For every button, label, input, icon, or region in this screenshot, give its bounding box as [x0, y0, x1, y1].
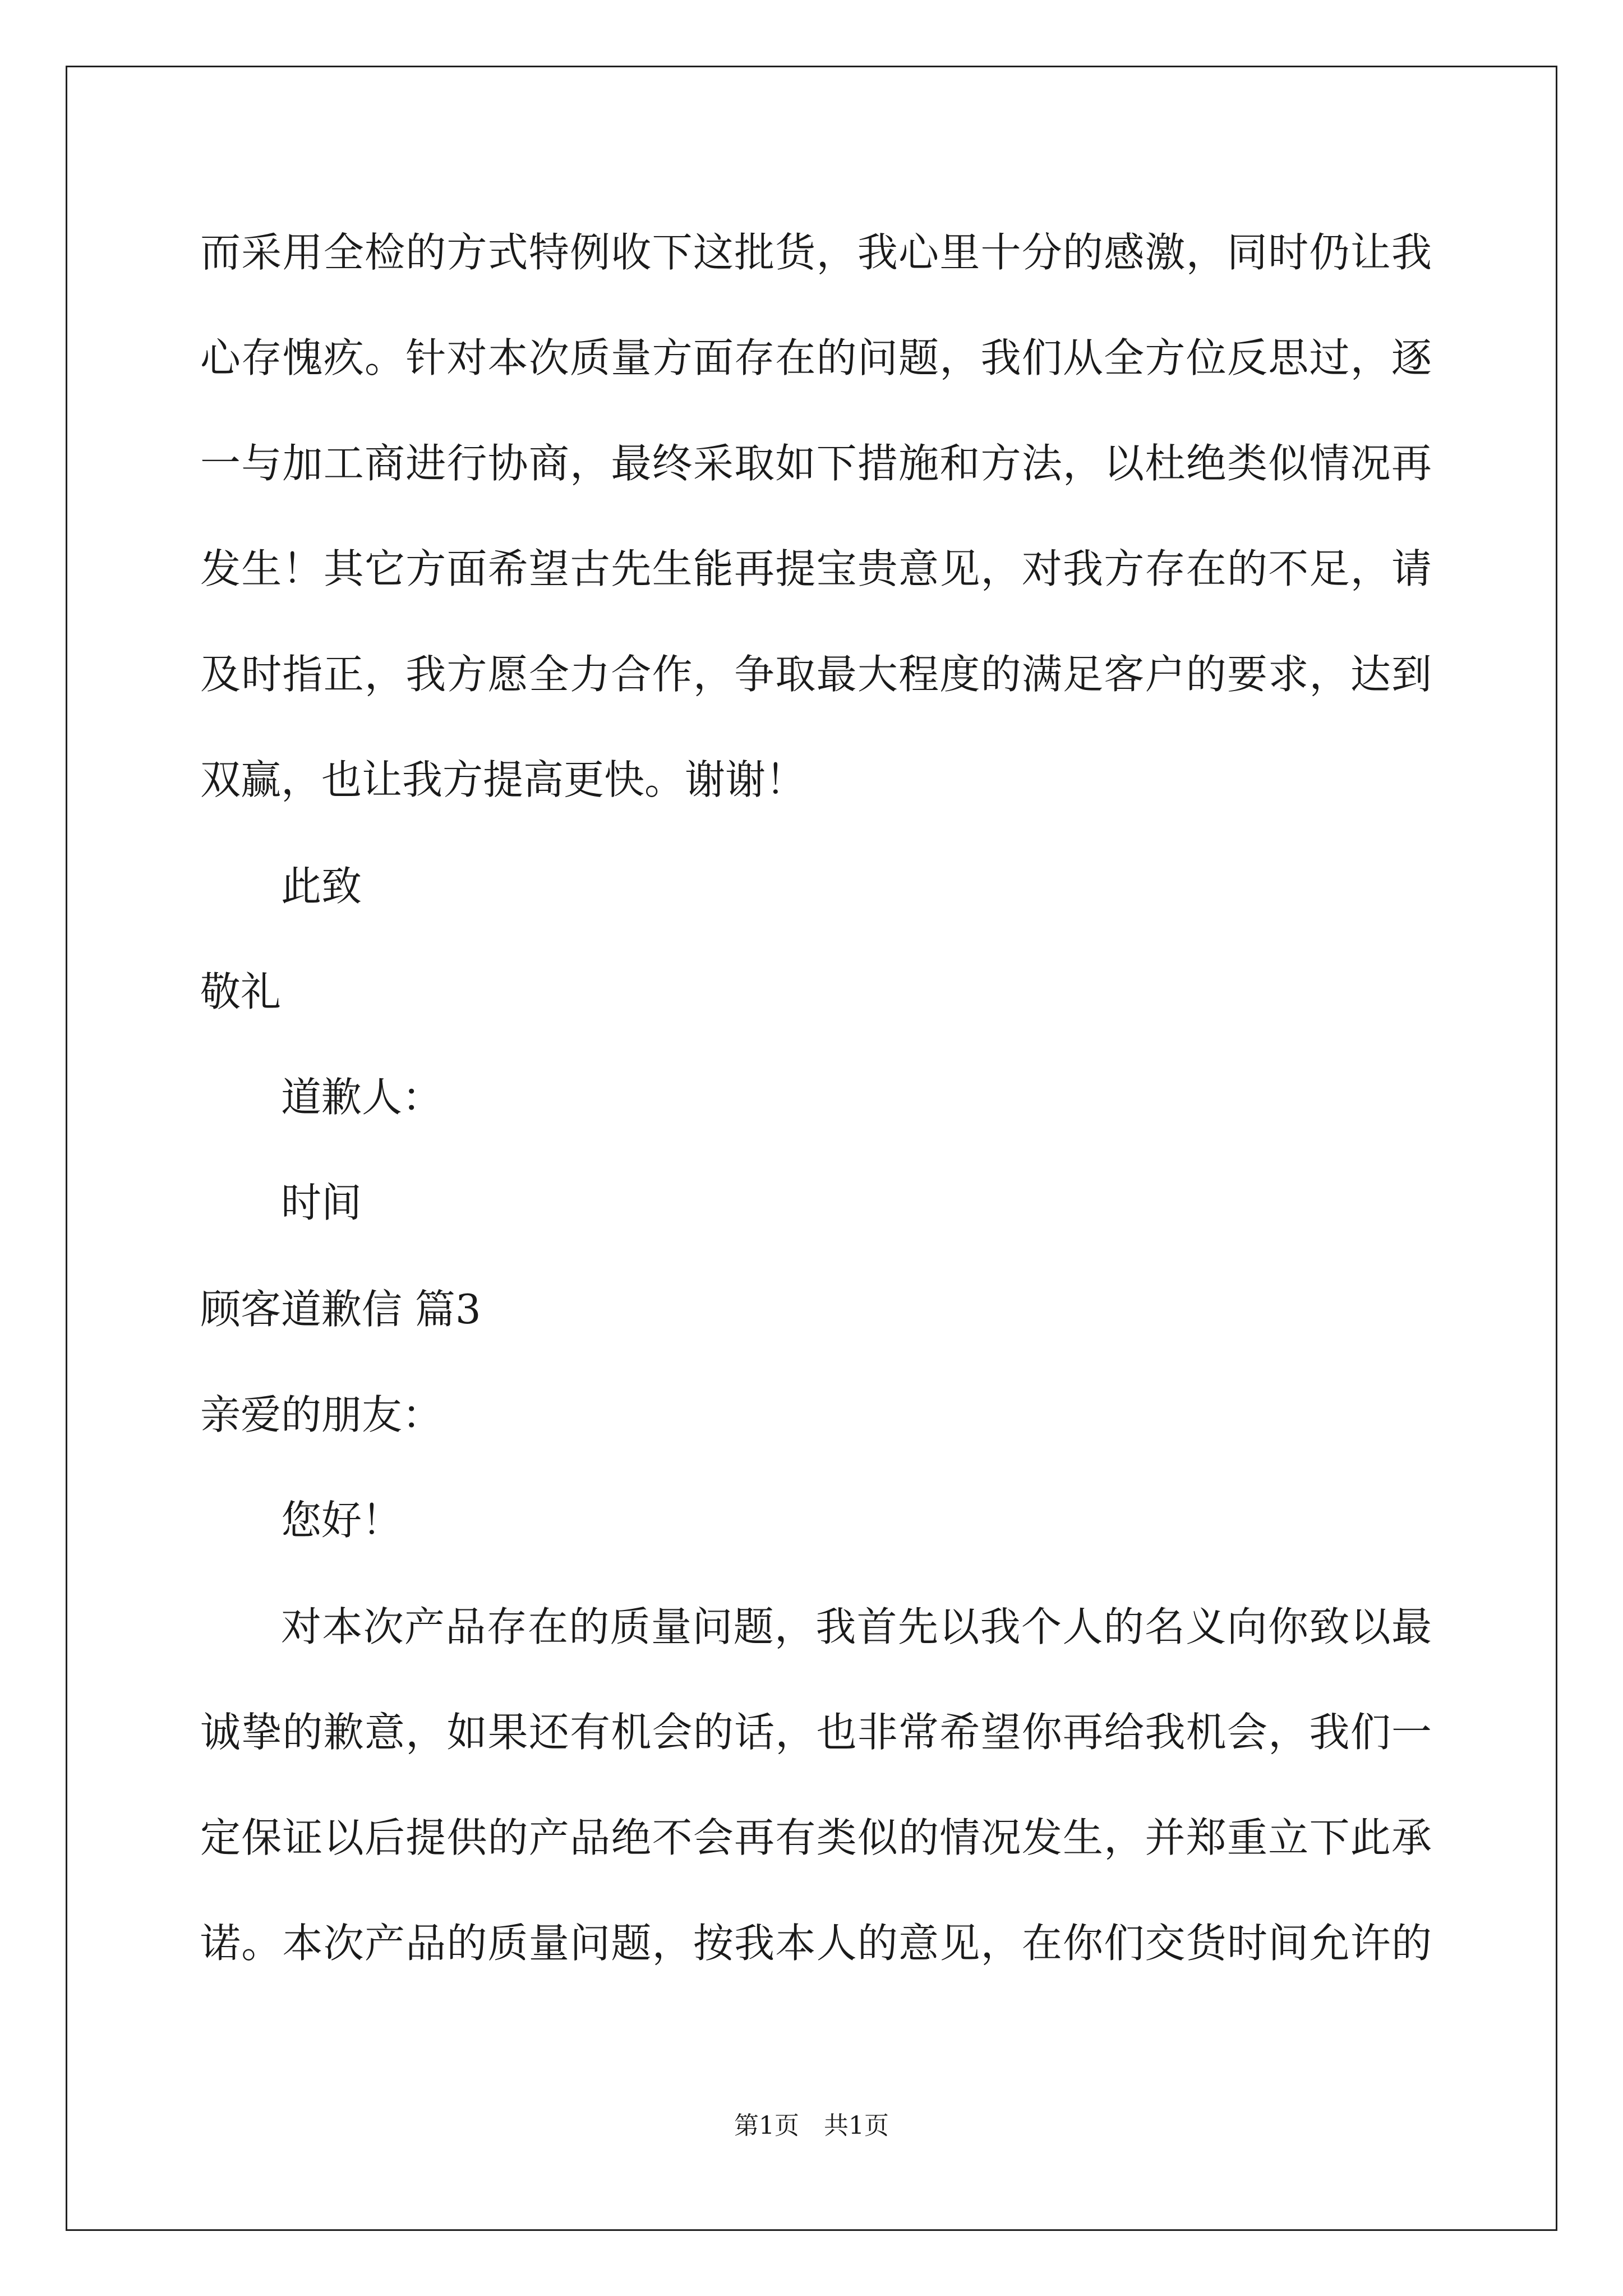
greeting: 亲爱的朋友： — [200, 1391, 443, 1438]
greeting-line: 您好！ — [281, 1497, 403, 1544]
paragraph-line: 发生！其它方面希望古先生能再提宝贵意见，对我方存在的不足，请 — [200, 545, 1432, 592]
paragraph-line: 定保证以后提供的产品绝不会再有类似的情况发生，并郑重立下此承 — [200, 1814, 1432, 1861]
paragraph-line: 双赢，也让我方提高更快。谢谢！ — [200, 756, 806, 803]
page-footer: 第1页 共1页 — [734, 2111, 889, 2140]
paragraph-line: 诺。本次产品的质量问题，按我本人的意见，在你们交货时间允许的 — [200, 1920, 1432, 1967]
closing-regards: 敬礼 — [200, 968, 282, 1015]
paragraph-line: 及时指正，我方愿全力合作，争取最大程度的满足客户的要求，达到 — [200, 651, 1432, 698]
section-heading: 顾客道歉信 篇3 — [200, 1286, 481, 1333]
paragraph-line: 诚挚的歉意，如果还有机会的话，也非常希望你再给我机会，我们一 — [200, 1709, 1432, 1756]
signature-label: 道歉人： — [281, 1074, 443, 1121]
paragraph-line: 对本次产品存在的质量问题，我首先以我个人的名义向你致以最 — [281, 1603, 1432, 1650]
paragraph-line: 一与加工商进行协商，最终采取如下措施和方法，以杜绝类似情况再 — [200, 440, 1432, 487]
paragraph-line: 心存愧疚。针对本次质量方面存在的问题，我们从全方位反思过，逐 — [200, 334, 1432, 381]
date-label: 时间 — [281, 1179, 362, 1226]
closing-salutation: 此致 — [281, 863, 362, 910]
paragraph-line: 而采用全检的方式特例收下这批货，我心里十分的感激，同时仍让我 — [200, 229, 1432, 276]
page-border — [66, 66, 1557, 2231]
